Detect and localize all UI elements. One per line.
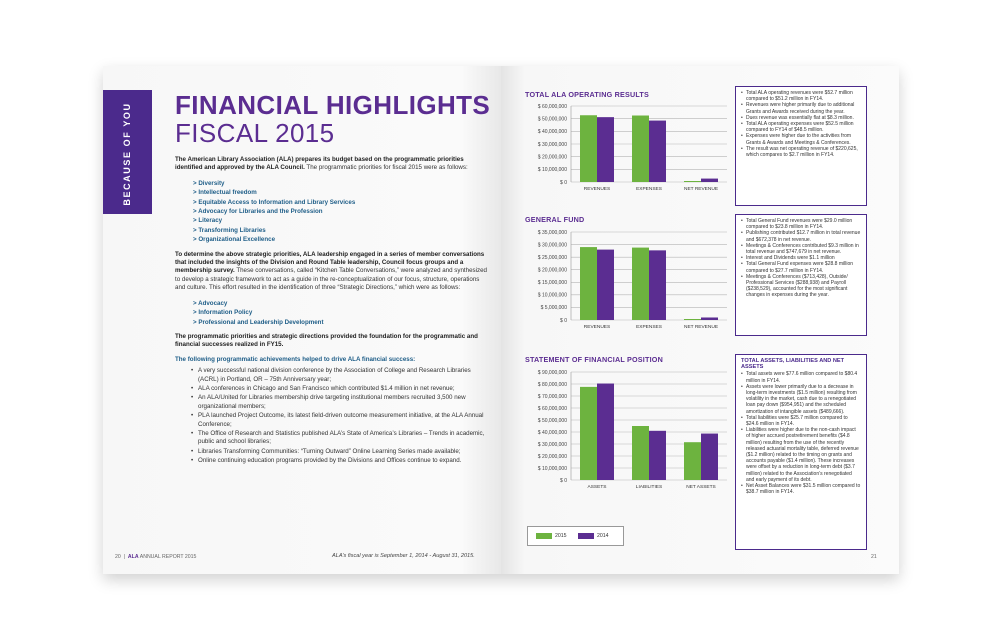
bar-2015-revenues	[580, 247, 597, 320]
achievement-item: • Online continuing education programs provided by the Divisions and Offices continue to expand.	[191, 457, 487, 465]
note-list	[741, 90, 861, 158]
left-body-text	[175, 156, 487, 467]
strategy-rest: These conversations, called “Kitchen Table Conversations,” were analyzed and synthesized to develop a strategic framework to act as a guide in the re-conceptualization of our focus, structure, operations and culture. This effort resulted in the identification of three “Strategic Directions,” which were as follows:	[175, 267, 487, 292]
note-item: • Meetings & Conferences ($713,428), Outside/ Professional Services ($288,938) and Payroll ($238,529), accounted for the most significant changes in expenses during the year.	[741, 274, 861, 299]
priority-item: > Equitable Access to Information and Library Services	[193, 198, 487, 207]
left-page-number: 20	[115, 554, 121, 560]
x-tick-label: ASSETS	[587, 485, 607, 490]
legend-label-2014: 2014	[597, 533, 609, 539]
legend-swatch-2015	[536, 533, 552, 539]
note-item: • Total ALA operating expenses were $52.5 million compared to FY14 of $48.5 million.	[741, 121, 861, 133]
section-title-general-fund: GENERAL FUND	[525, 215, 585, 224]
y-tick-label: $ 30,000,000	[537, 141, 567, 148]
note-list	[741, 371, 861, 495]
intro-bold: The American Library Association (ALA) prepares its budget based on the programmatic priorities identified and approved by the ALA Council.	[175, 156, 464, 172]
y-tick-label: $ 60,000,000	[537, 103, 567, 110]
x-tick-label: REVENUES	[583, 187, 611, 192]
page-title: FINANCIAL HIGHLIGHTS	[175, 90, 491, 120]
strategy-paragraph	[175, 251, 487, 293]
bar-2014-net-revenue	[701, 317, 718, 320]
bar-2014-revenues	[597, 117, 614, 182]
y-tick-label: $ 40,000,000	[537, 129, 567, 136]
priority-item: > Literacy	[193, 216, 487, 225]
section-tab	[103, 90, 152, 214]
note-item: • Total General Fund expenses were $28.8 million compared to $27.7 million in FY14.	[741, 261, 861, 273]
left-footer: 20 | ALA ANNUAL REPORT 2015	[115, 554, 197, 560]
y-tick-label: $ 70,000,000	[537, 393, 567, 400]
footer-org: ALA	[127, 554, 139, 560]
note-item: • Revenues were higher primarily due to additional Grants and Awards received during the year.	[741, 102, 861, 114]
note-box-general-fund	[735, 214, 867, 336]
bar-2014-net-assets	[701, 434, 718, 480]
bar-2014-liabilities	[649, 431, 666, 480]
y-tick-label: $ 10,000,000	[537, 465, 567, 472]
achievement-item: • PLA launched Project Outcome, its latest field-driven outcome measurement initiative, at the ALA Annual Conference;	[191, 412, 487, 429]
bar-2014-revenues	[597, 250, 614, 320]
left-page	[103, 66, 501, 574]
note-item: • Total ALA operating revenues were $52.7 million compared to $51.2 million in FY14.	[741, 90, 861, 102]
legend-label-2015: 2015	[555, 533, 567, 539]
x-tick-label: EXPENSES	[636, 325, 662, 330]
y-tick-label: $ 10,000,000	[537, 167, 567, 174]
bar-2014-expenses	[649, 250, 666, 320]
priority-item: > Transforming Libraries	[193, 226, 487, 235]
achievement-item: • A very successful national division conference by the Association of College and Research Libraries (ACRL) in Portland, OR – 75th Anniversary year;	[191, 367, 487, 384]
note-item: • Net Asset Balances were $31.5 million compared to $38.7 million in FY14.	[741, 483, 861, 495]
right-page-number: 21	[871, 554, 877, 560]
achievement-item: • The Office of Research and Statistics published ALA’s State of America’s Libraries – Trends in academic, public and school libraries;	[191, 430, 487, 447]
bar-2015-liabilities	[632, 426, 649, 480]
note-item: • Interest and Dividends were $1.1 million	[741, 255, 861, 261]
section-title-operating: TOTAL ALA OPERATING RESULTS	[525, 90, 649, 99]
priority-item: > Organizational Excellence	[193, 235, 487, 244]
y-tick-label: $ 50,000,000	[537, 417, 567, 424]
directions-list	[193, 299, 487, 327]
chart-operating-results	[515, 100, 731, 196]
foundation-text: The programmatic priorities and strategic directions provided the foundation for the programmatic and financial successes realized in FY15.	[175, 332, 478, 349]
bar-2015-expenses	[632, 248, 649, 320]
bar-2015-assets	[580, 387, 597, 480]
right-page	[501, 66, 899, 574]
section-title-financial-position: STATEMENT OF FINANCIAL POSITION	[525, 355, 663, 364]
y-tick-label: $ 20,000,000	[537, 267, 567, 274]
note-item: • Expenses were higher due to the activities from Grants & Awards and Meetings & Conferences.	[741, 133, 861, 145]
note-item: • The result was net operating revenue of $220,625, which compares to $2.7 million in FY14.	[741, 146, 861, 158]
direction-item: > Information Policy	[193, 308, 487, 317]
strategy-bold: To determine the above strategic priorities, ALA leadership engaged in a series of member conversations that included the insights of the Division and Round Table leadership, Council focus groups and a membership survey.	[175, 250, 485, 275]
achievements-title: The following programmatic achievements helped to drive ALA financial success:	[175, 355, 416, 363]
y-tick-label: $ 90,000,000	[537, 369, 567, 376]
achievement-item: • Libraries Transforming Communities: “Turning Outward” Online Learning Series made available;	[191, 448, 487, 456]
bar-2014-expenses	[649, 121, 666, 182]
note-item: • Publishing contributed $12.7 million in total revenue and $672,378 in net revenue.	[741, 230, 861, 242]
achievement-item: • ALA conferences in Chicago and San Francisco which contributed $1.4 million in net revenue;	[191, 385, 487, 393]
note-item: • Total assets were $77.6 million compared to $80.4 million in FY14.	[741, 371, 861, 383]
y-tick-label: $ 80,000,000	[537, 381, 567, 388]
achievements-list	[191, 367, 487, 465]
x-tick-label: LIABILITIES	[635, 485, 663, 490]
priority-item: > Intellectual freedom	[193, 188, 487, 197]
y-tick-label: $ 35,000,000	[537, 229, 567, 236]
direction-item: > Advocacy	[193, 299, 487, 308]
note-box-financial-position	[735, 354, 867, 550]
note-item: • Total General Fund revenues were $29.0 million compared to $23.8 million in FY14.	[741, 218, 861, 230]
note-item: • Meetings & Conferences contributed $9.3 million in total revenue and $747,679 in net revenue.	[741, 243, 861, 255]
y-tick-label: $ 10,000,000	[537, 292, 567, 299]
legend-swatch-2014	[578, 533, 594, 539]
page-subtitle: FISCAL 2015	[175, 118, 335, 148]
fiscal-year-footnote: ALA’s fiscal year is September 1, 2014 - August 31, 2015.	[332, 553, 475, 559]
note-item: • Total liabilities were $25.7 million compared to $24.6 million in FY14.	[741, 415, 861, 427]
note-box-operating	[735, 86, 867, 206]
foundation-paragraph	[175, 333, 487, 350]
direction-item: > Professional and Leadership Development	[193, 318, 487, 327]
intro-rest: The programmatic priorities for fiscal 2015 were as follows:	[304, 164, 468, 172]
priority-item: > Advocacy for Libraries and the Profession	[193, 207, 487, 216]
x-tick-label: NET REVENUE	[683, 325, 719, 330]
y-tick-label: $ 0	[560, 179, 567, 186]
priority-item: > Diversity	[193, 179, 487, 188]
note-list	[741, 218, 861, 299]
bar-2015-revenues	[580, 115, 597, 182]
bar-2014-assets	[597, 384, 614, 480]
chart-general-fund	[515, 226, 731, 334]
y-tick-label: $ 40,000,000	[537, 429, 567, 436]
y-tick-label: $ 15,000,000	[537, 280, 567, 287]
chart-legend	[527, 526, 624, 546]
x-tick-label: NET REVENUE	[683, 187, 719, 192]
y-tick-label: $ 30,000,000	[537, 441, 567, 448]
bar-2015-expenses	[632, 116, 649, 183]
achievement-item: • An ALA/United for Libraries membership drive targeting institutional members recruited 3,500 new organizational members;	[191, 394, 487, 411]
chart-financial-position	[515, 366, 731, 494]
y-tick-label: $ 60,000,000	[537, 405, 567, 412]
x-tick-label: REVENUES	[583, 325, 611, 330]
y-tick-label: $ 50,000,000	[537, 116, 567, 123]
intro-paragraph	[175, 156, 487, 173]
bar-2015-net-revenue	[684, 319, 701, 320]
bar-2015-net-revenue	[684, 181, 701, 182]
y-tick-label: $ 5,000,000	[540, 305, 567, 312]
priorities-list	[193, 179, 487, 245]
note-title: TOTAL ASSETS, LIABILITIES AND NET ASSETS	[741, 358, 845, 371]
y-tick-label: $ 20,000,000	[537, 154, 567, 161]
note-item: • Liabilities were higher due to the non-cash impact of higher accrued postretirement benefits ($4.8 million) resulting from the use of the recently released actuarial mortality table, deferred revenue ($1.2 million) related to the timing on grants and accounts payable ($1.4 million). These increases were offset by a reduction in long-term debt ($3.7 million) related to the Association’s renegotiated and early payment of its debt.	[741, 427, 861, 483]
y-tick-label: $ 20,000,000	[537, 453, 567, 460]
bar-2014-net-revenue	[701, 179, 718, 182]
y-tick-label: $ 0	[560, 477, 567, 484]
section-tab-label: BECAUSE OF YOU	[122, 102, 132, 206]
report-spread	[103, 66, 899, 574]
note-item: • Assets were lower primarily due to a decrease in long-term investments ($1.5 million) resulting from volatility in the market, cash due to a renegotiated loan pay down ($954,951) and the scheduled amortization of intangible assets ($489,666).	[741, 384, 861, 415]
x-tick-label: EXPENSES	[636, 187, 662, 192]
y-tick-label: $ 25,000,000	[537, 254, 567, 261]
footer-report: ANNUAL REPORT 2015	[139, 554, 197, 560]
y-tick-label: $ 0	[560, 317, 567, 324]
x-tick-label: NET ASSETS	[686, 485, 716, 490]
bar-2015-net-assets	[684, 442, 701, 480]
y-tick-label: $ 30,000,000	[537, 242, 567, 249]
note-item: • Dues revenue was essentially flat at $8.3 million.	[741, 115, 861, 121]
